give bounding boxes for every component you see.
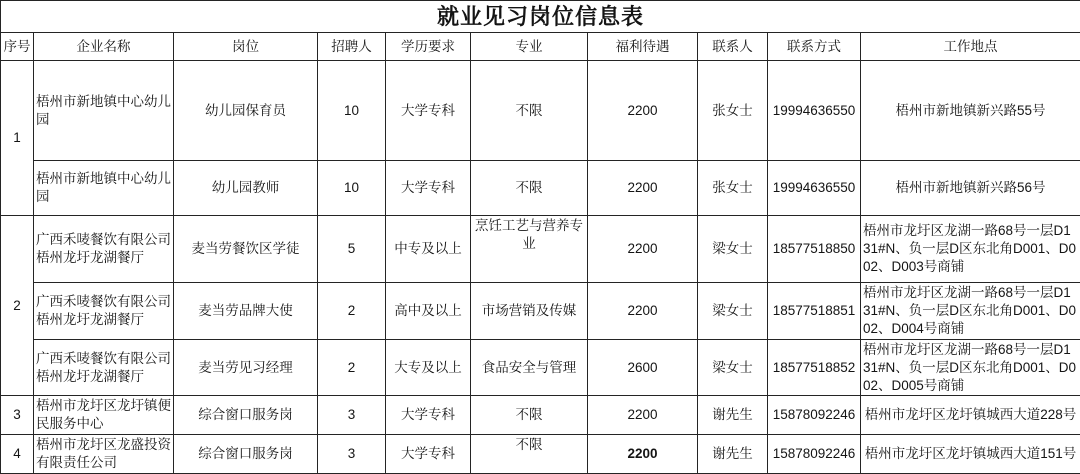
cell-company: 梧州市龙圩区龙盛投资有限责任公司	[34, 435, 174, 474]
cell-contact: 张女士	[698, 61, 768, 161]
cell-salary: 2200	[588, 435, 698, 474]
cell-contact: 梁女士	[698, 216, 768, 283]
col-header-education: 学历要求	[386, 33, 471, 61]
cell-contact: 梁女士	[698, 283, 768, 340]
header-row	[1, 33, 1080, 61]
cell-major: 不限	[471, 61, 588, 161]
cell-company: 梧州市龙圩区龙圩镇便民服务中心	[34, 396, 174, 435]
cell-salary: 2200	[588, 283, 698, 340]
cell-education: 中专及以上	[386, 216, 471, 283]
table-row	[1, 435, 1080, 474]
cell-company: 梧州市新地镇中心幼儿园	[34, 161, 174, 216]
cell-education: 大专及以上	[386, 340, 471, 396]
cell-contact: 谢先生	[698, 435, 768, 474]
cell-position: 综合窗口服务岗	[174, 435, 318, 474]
cell-major: 市场营销及传媒	[471, 283, 588, 340]
cell-location: 梧州市新地镇新兴路56号	[861, 161, 1080, 216]
cell-count: 3	[318, 396, 386, 435]
cell-education: 大学专科	[386, 161, 471, 216]
cell-count: 5	[318, 216, 386, 283]
cell-contact: 张女士	[698, 161, 768, 216]
cell-phone: 18577518851	[768, 283, 861, 340]
cell-phone: 15878092246	[768, 435, 861, 474]
col-header-seq: 序号	[1, 33, 34, 61]
col-header-location: 工作地点	[861, 33, 1080, 61]
cell-phone: 15878092246	[768, 396, 861, 435]
cell-position: 综合窗口服务岗	[174, 396, 318, 435]
cell-salary: 2200	[588, 61, 698, 161]
cell-education: 高中及以上	[386, 283, 471, 340]
cell-count: 10	[318, 61, 386, 161]
cell-education: 大学专科	[386, 396, 471, 435]
cell-major: 不限	[471, 396, 588, 435]
cell-contact: 谢先生	[698, 396, 768, 435]
cell-seq: 3	[1, 396, 34, 435]
cell-salary: 2200	[588, 216, 698, 283]
cell-position: 麦当劳见习经理	[174, 340, 318, 396]
col-header-position: 岗位	[174, 33, 318, 61]
title-row	[1, 1, 1080, 33]
cell-education: 大学专科	[386, 435, 471, 474]
cell-company: 广西禾唛餐饮有限公司梧州龙圩龙湖餐厅	[34, 216, 174, 283]
cell-seq: 4	[1, 435, 34, 474]
cell-salary: 2600	[588, 340, 698, 396]
cell-location: 梧州市龙圩区龙圩镇城西大道151号	[861, 435, 1080, 474]
cell-phone: 18577518852	[768, 340, 861, 396]
cell-company: 广西禾唛餐饮有限公司梧州龙圩龙湖餐厅	[34, 283, 174, 340]
cell-education: 大学专科	[386, 61, 471, 161]
col-header-company: 企业名称	[34, 33, 174, 61]
table-row	[1, 161, 1080, 216]
cell-count: 10	[318, 161, 386, 216]
col-header-contact: 联系人	[698, 33, 768, 61]
cell-position: 幼儿园保育员	[174, 61, 318, 161]
cell-company: 广西禾唛餐饮有限公司梧州龙圩龙湖餐厅	[34, 340, 174, 396]
cell-count: 2	[318, 340, 386, 396]
cell-major: 不限	[471, 161, 588, 216]
table-row	[1, 396, 1080, 435]
cell-salary: 2200	[588, 396, 698, 435]
table-row	[1, 216, 1080, 283]
col-header-count: 招聘人	[318, 33, 386, 61]
cell-location: 梧州市龙圩区龙圩镇城西大道228号	[861, 396, 1080, 435]
cell-location: 梧州市新地镇新兴路55号	[861, 61, 1080, 161]
table-row	[1, 340, 1080, 396]
cell-phone: 19994636550	[768, 161, 861, 216]
cell-position: 麦当劳餐饮区学徒	[174, 216, 318, 283]
cell-company: 梧州市新地镇中心幼儿园	[34, 61, 174, 161]
table-row	[1, 61, 1080, 161]
cell-count: 3	[318, 435, 386, 474]
cell-salary: 2200	[588, 161, 698, 216]
cell-count: 2	[318, 283, 386, 340]
page-title: 就业见习岗位信息表	[1, 1, 1080, 33]
cell-major: 食品安全与管理	[471, 340, 588, 396]
col-header-major: 专业	[471, 33, 588, 61]
col-header-salary: 福利待遇	[588, 33, 698, 61]
cell-location: 梧州市龙圩区龙湖一路68号一层D131#N、负一层D区东北角D001、D002、D005号商铺	[861, 340, 1080, 396]
cell-major: 烹饪工艺与营养专业	[471, 216, 588, 283]
col-header-phone: 联系方式	[768, 33, 861, 61]
cell-location: 梧州市龙圩区龙湖一路68号一层D131#N、负一层D区东北角D001、D002、D003号商铺	[861, 216, 1080, 283]
cell-position: 麦当劳品牌大使	[174, 283, 318, 340]
cell-phone: 19994636550	[768, 61, 861, 161]
cell-phone: 18577518850	[768, 216, 861, 283]
cell-contact: 梁女士	[698, 340, 768, 396]
cell-position: 幼儿园教师	[174, 161, 318, 216]
cell-seq: 1	[1, 61, 34, 216]
table-row	[1, 283, 1080, 340]
cell-location: 梧州市龙圩区龙湖一路68号一层D131#N、负一层D区东北角D001、D002、D004号商铺	[861, 283, 1080, 340]
cell-major: 不限	[471, 435, 588, 474]
cell-seq: 2	[1, 216, 34, 396]
